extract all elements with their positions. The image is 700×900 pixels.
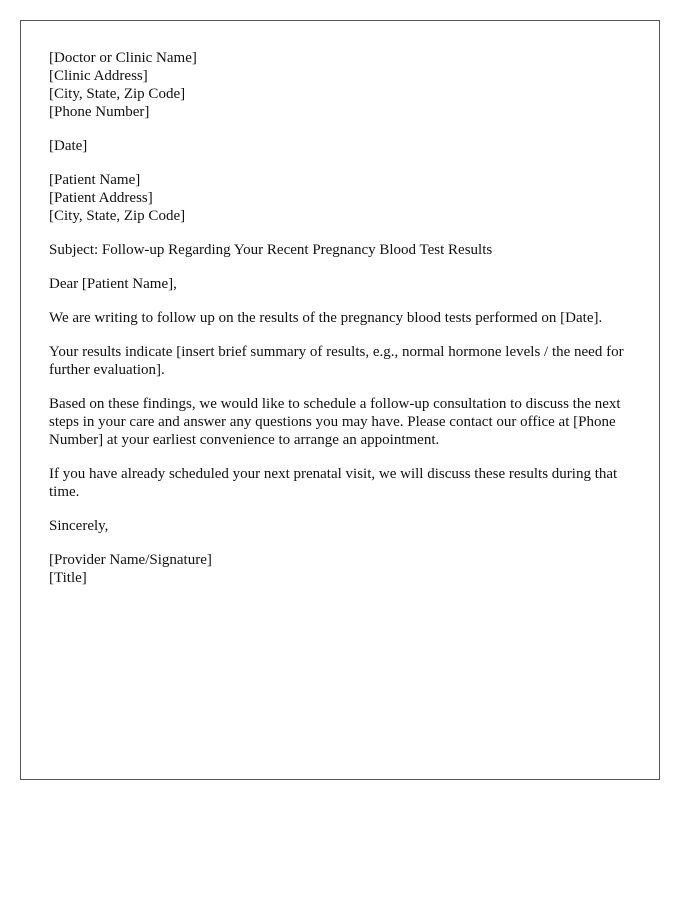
recipient-name: [Patient Name] [49, 172, 141, 188]
sender-address: [Clinic Address] [49, 68, 148, 84]
sender-name: [Doctor or Clinic Name] [49, 50, 197, 66]
body-paragraph-4: If you have already scheduled your next prenatal visit, we will discuss these results during that time. [49, 466, 618, 500]
letter-page [20, 20, 660, 780]
body-paragraph-1: We are writing to follow up on the results of the pregnancy blood tests performed on [Date]. [49, 310, 603, 326]
subject-line: Subject: Follow-up Regarding Your Recent Pregnancy Blood Test Results [49, 242, 493, 258]
sender-phone: [Phone Number] [49, 104, 150, 120]
body-paragraph-2: Your results indicate [insert brief summary of results, e.g., normal hormone levels / the need for further evaluation]. [49, 344, 624, 378]
sender-block [49, 49, 639, 121]
letter-body [49, 49, 639, 603]
recipient-city-state-zip: [City, State, Zip Code] [49, 208, 186, 224]
closing: Sincerely, [49, 518, 109, 534]
signature-name: [Provider Name/Signature] [49, 552, 212, 568]
sender-city-state-zip: [City, State, Zip Code] [49, 86, 186, 102]
signature-title: [Title] [49, 570, 87, 586]
salutation: Dear [Patient Name], [49, 276, 177, 292]
body-paragraph-3: Based on these findings, we would like to schedule a follow-up consultation to discuss the next steps in your care and answer any questions you may have. Please contact our office at [Phone Number] at your earliest convenience to arrange an appointment. [49, 396, 621, 448]
date-block [49, 137, 639, 155]
letter-date: [Date] [49, 138, 88, 154]
recipient-address: [Patient Address] [49, 190, 153, 206]
recipient-block [49, 171, 639, 225]
signature-block [49, 551, 639, 587]
